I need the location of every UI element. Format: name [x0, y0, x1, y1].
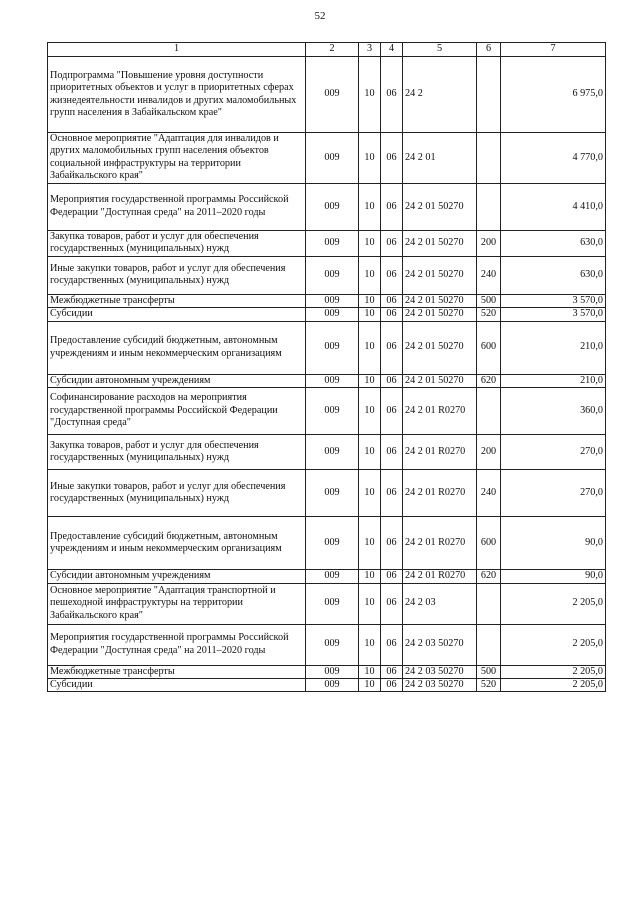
subsection-cell: 06: [381, 308, 403, 321]
subsection-cell: 06: [381, 517, 403, 570]
section-cell: 10: [359, 183, 381, 230]
amount-cell: 270,0: [501, 470, 606, 517]
target-article-cell: 24 2 01 R0270: [403, 517, 477, 570]
expense-type-cell: 620: [477, 374, 501, 387]
expense-type-cell: 200: [477, 435, 501, 470]
table-row: [48, 517, 606, 570]
table-row: [48, 230, 606, 256]
code-cell: 009: [306, 435, 359, 470]
code-cell: 009: [306, 388, 359, 435]
subsection-cell: 06: [381, 374, 403, 387]
expense-type-cell: [477, 133, 501, 184]
section-cell: 10: [359, 230, 381, 256]
code-cell: 009: [306, 583, 359, 624]
table-row: [48, 133, 606, 184]
table-row: [48, 583, 606, 624]
amount-cell: 360,0: [501, 388, 606, 435]
code-cell: 009: [306, 57, 359, 133]
row-name-cell: Мероприятия государственной программы Российской Федерации "Доступная среда" на 2011–2020 годы: [48, 183, 306, 230]
target-article-cell: 24 2 01 R0270: [403, 435, 477, 470]
table-row: [48, 570, 606, 583]
code-cell: 009: [306, 517, 359, 570]
row-name-cell: Основное мероприятие "Адаптация транспортной и пешеходной инфраструктуры на территории Забайкальского края": [48, 583, 306, 624]
expense-type-cell: [477, 183, 501, 230]
subsection-cell: 06: [381, 624, 403, 665]
row-name-cell: Предоставление субсидий бюджетным, автономным учреждениям и иным некоммерческим организациям: [48, 321, 306, 374]
amount-cell: 630,0: [501, 256, 606, 294]
row-name-cell: Софинансирование расходов на мероприятия государственной программы Российской Федерации "Доступная среда": [48, 388, 306, 435]
table-body: [48, 57, 606, 692]
row-name-cell: Основное мероприятие "Адаптация для инвалидов и других маломобильных групп населения объектов социальной инфраструктуры на территории Забайкальского края": [48, 133, 306, 184]
code-cell: 009: [306, 624, 359, 665]
amount-cell: 4 770,0: [501, 133, 606, 184]
column-header: 6: [477, 43, 501, 57]
target-article-cell: 24 2 01 R0270: [403, 570, 477, 583]
row-name-cell: Мероприятия государственной программы Российской Федерации "Доступная среда" на 2011–2020 годы: [48, 624, 306, 665]
subsection-cell: 06: [381, 678, 403, 691]
amount-cell: 2 205,0: [501, 665, 606, 678]
target-article-cell: 24 2 03 50270: [403, 665, 477, 678]
budget-table: [47, 42, 606, 692]
target-article-cell: 24 2 01 R0270: [403, 388, 477, 435]
section-cell: 10: [359, 435, 381, 470]
expense-type-cell: 600: [477, 517, 501, 570]
subsection-cell: 06: [381, 230, 403, 256]
table-row: [48, 374, 606, 387]
table-row: [48, 308, 606, 321]
table-row: [48, 470, 606, 517]
table-row: [48, 435, 606, 470]
code-cell: 009: [306, 230, 359, 256]
subsection-cell: 06: [381, 388, 403, 435]
code-cell: 009: [306, 308, 359, 321]
row-name-cell: Предоставление субсидий бюджетным, автономным учреждениям и иным некоммерческим организациям: [48, 517, 306, 570]
code-cell: 009: [306, 321, 359, 374]
target-article-cell: 24 2 01 50270: [403, 308, 477, 321]
expense-type-cell: [477, 388, 501, 435]
row-name-cell: Иные закупки товаров, работ и услуг для обеспечения государственных (муниципальных) нужд: [48, 470, 306, 517]
row-name-cell: Субсидии: [48, 678, 306, 691]
expense-type-cell: 520: [477, 678, 501, 691]
code-cell: 009: [306, 133, 359, 184]
section-cell: 10: [359, 374, 381, 387]
target-article-cell: 24 2 03 50270: [403, 678, 477, 691]
subsection-cell: 06: [381, 133, 403, 184]
expense-type-cell: 240: [477, 470, 501, 517]
section-cell: 10: [359, 321, 381, 374]
column-header: 7: [501, 43, 606, 57]
table-row: [48, 256, 606, 294]
column-header: 5: [403, 43, 477, 57]
subsection-cell: 06: [381, 665, 403, 678]
table-row: [48, 183, 606, 230]
target-article-cell: 24 2 01 50270: [403, 183, 477, 230]
section-cell: 10: [359, 624, 381, 665]
column-header: 3: [359, 43, 381, 57]
subsection-cell: 06: [381, 256, 403, 294]
code-cell: 009: [306, 570, 359, 583]
row-name-cell: Субсидии автономным учреждениям: [48, 570, 306, 583]
target-article-cell: 24 2 01 50270: [403, 230, 477, 256]
amount-cell: 2 205,0: [501, 624, 606, 665]
table-row: [48, 57, 606, 133]
table-row: [48, 388, 606, 435]
row-name-cell: Закупка товаров, работ и услуг для обеспечения государственных (муниципальных) нужд: [48, 230, 306, 256]
column-header: 1: [48, 43, 306, 57]
subsection-cell: 06: [381, 321, 403, 374]
expense-type-cell: 200: [477, 230, 501, 256]
section-cell: 10: [359, 133, 381, 184]
row-name-cell: Подпрограмма "Повышение уровня доступности приоритетных объектов и услуг в приоритетных сферах жизнедеятельности инвалидов и других маломобильных групп населения в Забайкальском крае": [48, 57, 306, 133]
code-cell: 009: [306, 678, 359, 691]
code-cell: 009: [306, 183, 359, 230]
section-cell: 10: [359, 308, 381, 321]
subsection-cell: 06: [381, 570, 403, 583]
table-row: [48, 624, 606, 665]
row-name-cell: Субсидии: [48, 308, 306, 321]
amount-cell: 210,0: [501, 374, 606, 387]
target-article-cell: 24 2 01 50270: [403, 294, 477, 307]
section-cell: 10: [359, 665, 381, 678]
subsection-cell: 06: [381, 57, 403, 133]
expense-type-cell: [477, 624, 501, 665]
amount-cell: 630,0: [501, 230, 606, 256]
expense-type-cell: 500: [477, 665, 501, 678]
code-cell: 009: [306, 665, 359, 678]
section-cell: 10: [359, 57, 381, 133]
amount-cell: 2 205,0: [501, 583, 606, 624]
amount-cell: 4 410,0: [501, 183, 606, 230]
row-name-cell: Межбюджетные трансферты: [48, 294, 306, 307]
expense-type-cell: 620: [477, 570, 501, 583]
subsection-cell: 06: [381, 183, 403, 230]
subsection-cell: 06: [381, 294, 403, 307]
table-row: [48, 678, 606, 691]
subsection-cell: 06: [381, 435, 403, 470]
expense-type-cell: 500: [477, 294, 501, 307]
target-article-cell: 24 2 01 R0270: [403, 470, 477, 517]
amount-cell: 3 570,0: [501, 294, 606, 307]
target-article-cell: 24 2 03 50270: [403, 624, 477, 665]
section-cell: 10: [359, 388, 381, 435]
code-cell: 009: [306, 294, 359, 307]
code-cell: 009: [306, 256, 359, 294]
page-number: 52: [314, 10, 326, 22]
section-cell: 10: [359, 583, 381, 624]
row-name-cell: Субсидии автономным учреждениям: [48, 374, 306, 387]
target-article-cell: 24 2 01 50270: [403, 374, 477, 387]
expense-type-cell: 240: [477, 256, 501, 294]
section-cell: 10: [359, 256, 381, 294]
expense-type-cell: [477, 57, 501, 133]
amount-cell: 90,0: [501, 570, 606, 583]
table-header-row: [48, 43, 606, 57]
amount-cell: 2 205,0: [501, 678, 606, 691]
expense-type-cell: 600: [477, 321, 501, 374]
table-row: [48, 665, 606, 678]
section-cell: 10: [359, 517, 381, 570]
target-article-cell: 24 2 01: [403, 133, 477, 184]
section-cell: 10: [359, 678, 381, 691]
target-article-cell: 24 2 01 50270: [403, 321, 477, 374]
table-row: [48, 294, 606, 307]
expense-type-cell: [477, 583, 501, 624]
column-header: 2: [306, 43, 359, 57]
amount-cell: 6 975,0: [501, 57, 606, 133]
amount-cell: 90,0: [501, 517, 606, 570]
code-cell: 009: [306, 470, 359, 517]
target-article-cell: 24 2: [403, 57, 477, 133]
amount-cell: 3 570,0: [501, 308, 606, 321]
row-name-cell: Иные закупки товаров, работ и услуг для обеспечения государственных (муниципальных) нужд: [48, 256, 306, 294]
section-cell: 10: [359, 570, 381, 583]
table-row: [48, 321, 606, 374]
row-name-cell: Межбюджетные трансферты: [48, 665, 306, 678]
subsection-cell: 06: [381, 583, 403, 624]
section-cell: 10: [359, 470, 381, 517]
expense-type-cell: 520: [477, 308, 501, 321]
code-cell: 009: [306, 374, 359, 387]
target-article-cell: 24 2 01 50270: [403, 256, 477, 294]
subsection-cell: 06: [381, 470, 403, 517]
row-name-cell: Закупка товаров, работ и услуг для обеспечения государственных (муниципальных) нужд: [48, 435, 306, 470]
target-article-cell: 24 2 03: [403, 583, 477, 624]
amount-cell: 210,0: [501, 321, 606, 374]
section-cell: 10: [359, 294, 381, 307]
column-header: 4: [381, 43, 403, 57]
amount-cell: 270,0: [501, 435, 606, 470]
